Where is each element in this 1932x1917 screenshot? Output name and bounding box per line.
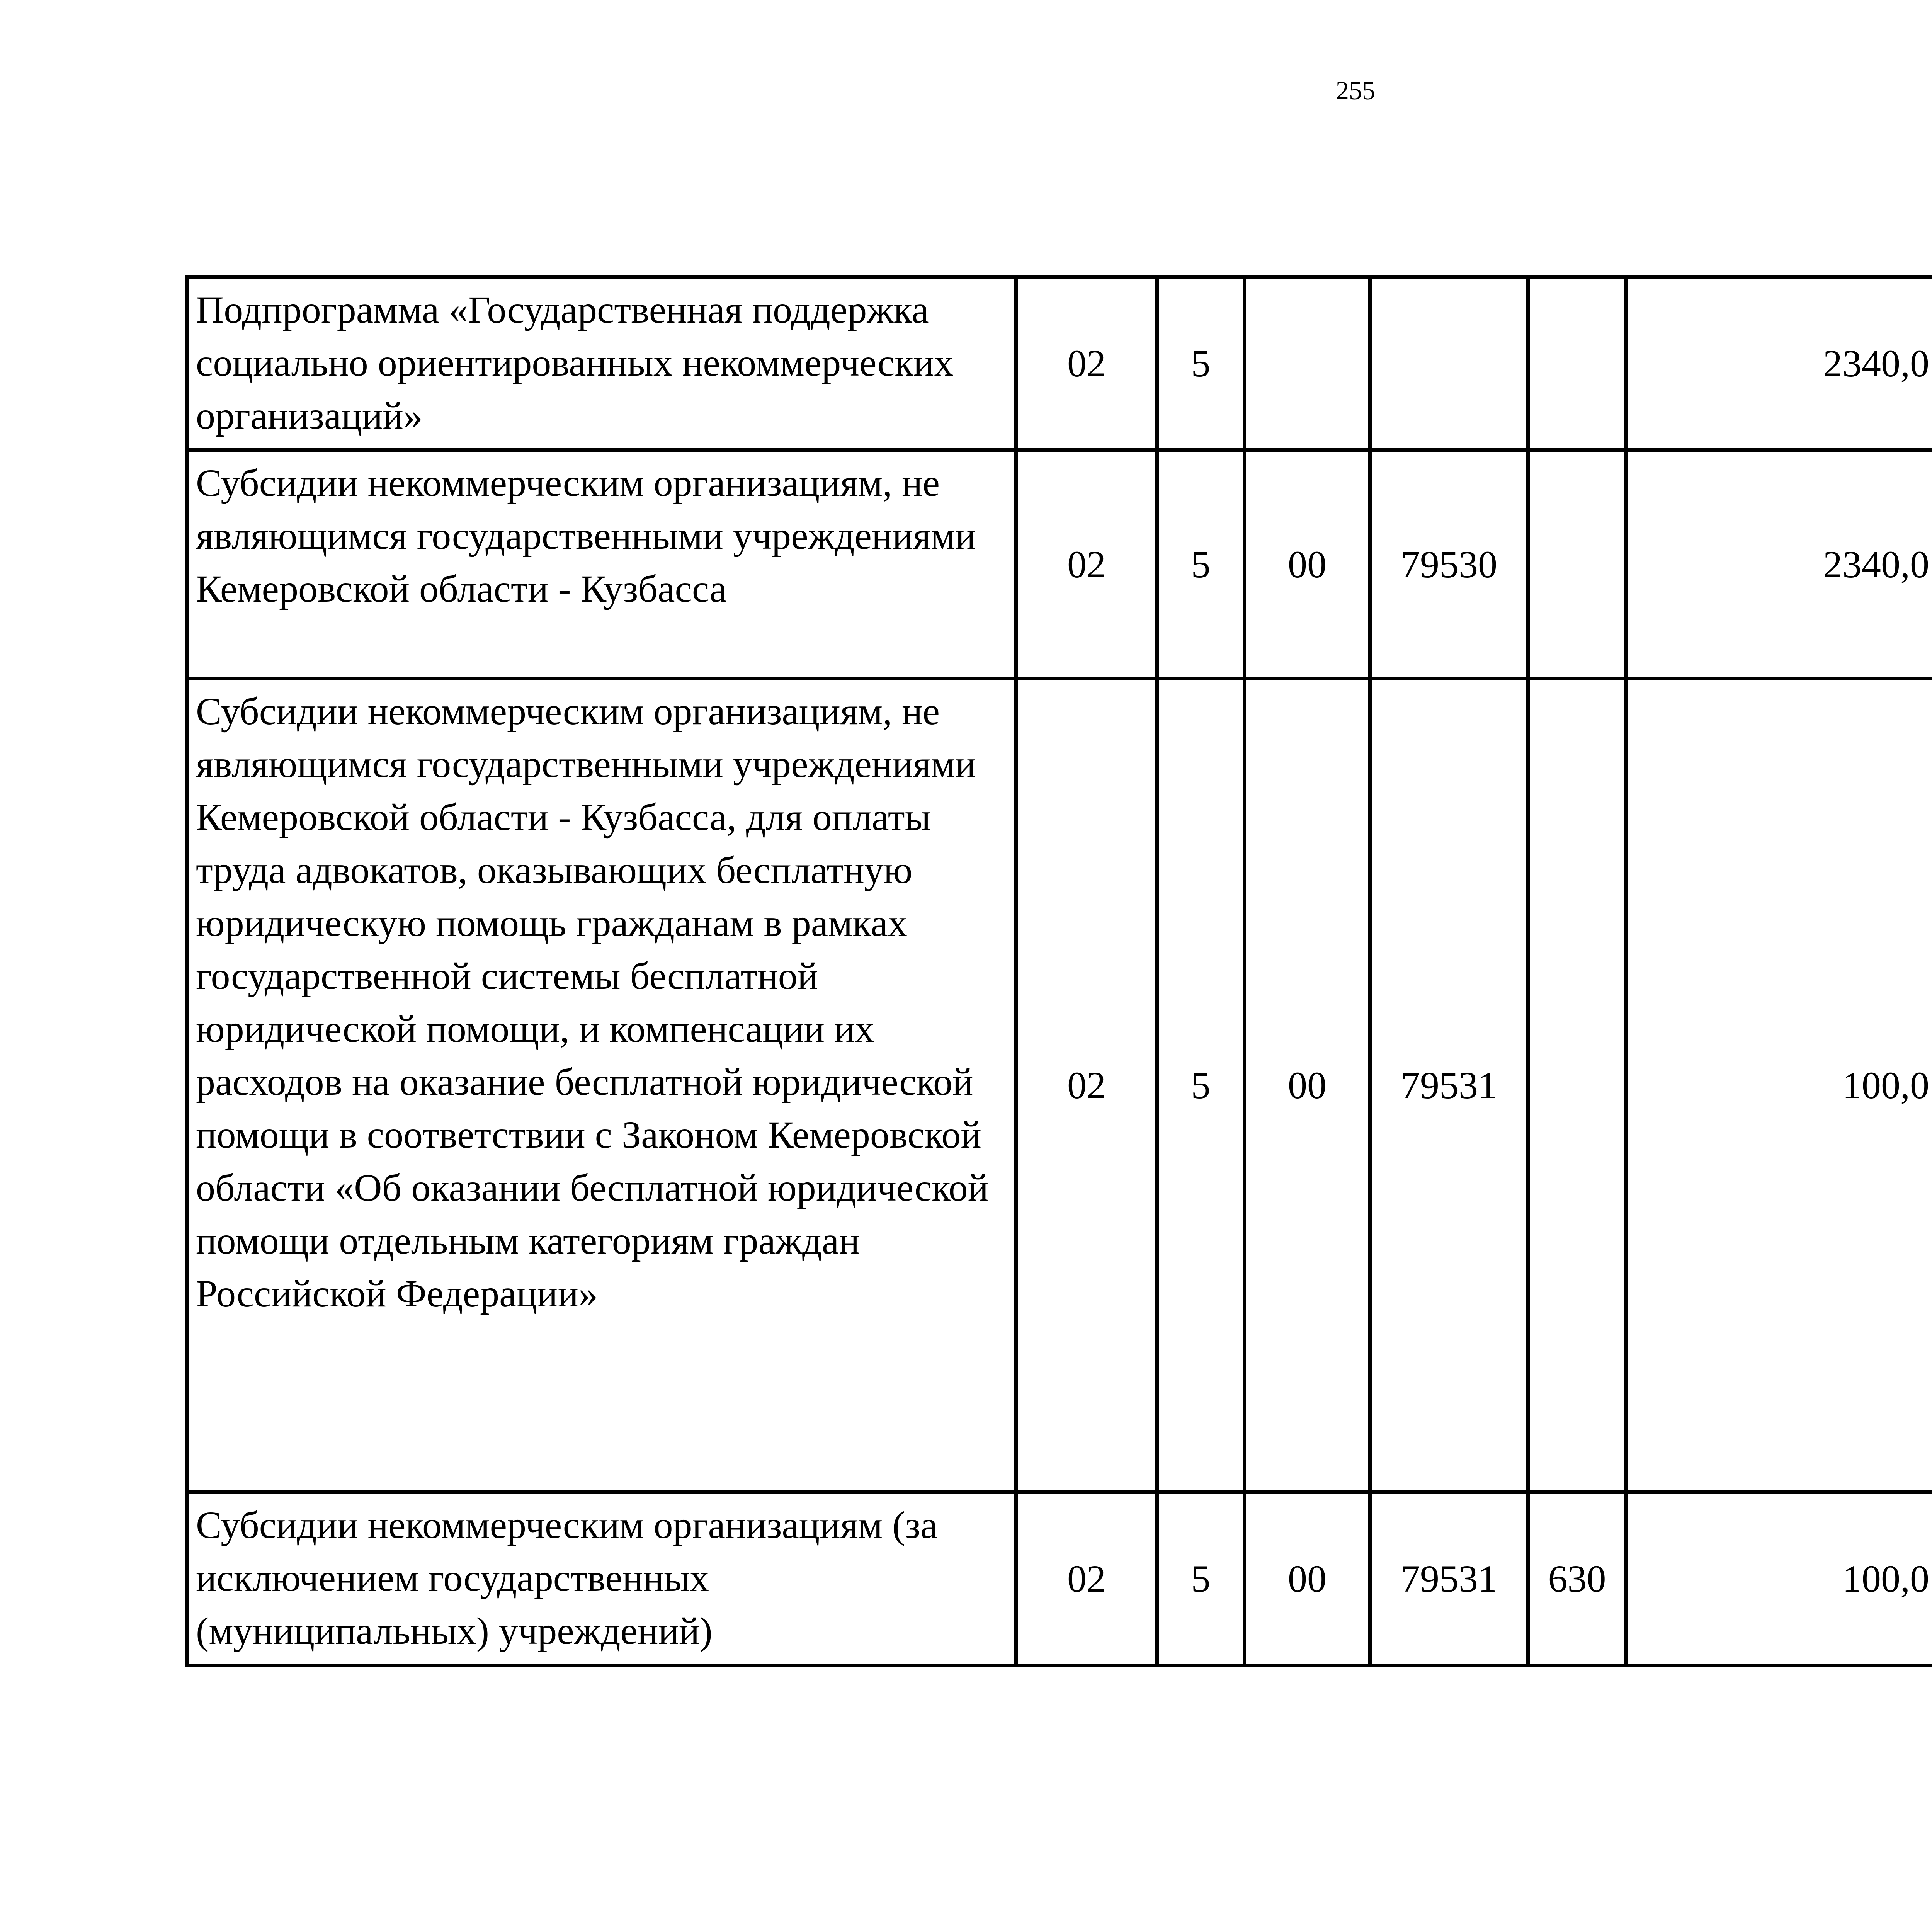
table-row (187, 1492, 1932, 1665)
section-code: 02 (1016, 679, 1157, 1492)
expense-type-code (1528, 450, 1626, 679)
direction-code: 79531 (1370, 679, 1528, 1492)
expense-type-code (1528, 277, 1626, 450)
expense-type-code: 630 (1528, 1492, 1626, 1665)
section-code: 02 (1016, 1492, 1157, 1665)
subprogram-code: 00 (1245, 450, 1370, 679)
page-number: 255 (1336, 76, 1375, 105)
subprogram-code (1245, 277, 1370, 450)
section-code: 02 (1016, 277, 1157, 450)
amount-year-1: 2340,0 (1626, 450, 1932, 679)
section-code: 02 (1016, 450, 1157, 679)
budget-table (185, 275, 1932, 1667)
amount-year-1: 100,0 (1626, 679, 1932, 1492)
amount-year-1: 2340,0 (1626, 277, 1932, 450)
table-row (187, 450, 1932, 679)
program-code: 5 (1157, 277, 1245, 450)
table-row (187, 679, 1932, 1492)
subprogram-code: 00 (1245, 679, 1370, 1492)
row-name: Субсидии некоммерческим организациям, не являющимся государственными учреждениями Кемеровской области - Кузбасса, для оплаты труда адвокатов, оказывающих бесплатную юридическую помощь гражданам в рамках государственной системы бесплатной юридической помощи, и компенсации их расходов на оказание бесплатной юридической помощи в соответствии с Законом Кемеровской области «Об оказании бесплатной юридической помощи отдельным категориям граждан Российской Федерации» (187, 679, 1016, 1492)
direction-code: 79530 (1370, 450, 1528, 679)
program-code: 5 (1157, 1492, 1245, 1665)
program-code: 5 (1157, 679, 1245, 1492)
row-name: Подпрограмма «Государственная поддержка социально ориентированных некоммерческих организаций» (187, 277, 1016, 450)
row-name: Субсидии некоммерческим организациям, не являющимся государственными учреждениями Кемеровской области - Кузбасса (187, 450, 1016, 679)
amount-year-1: 100,0 (1626, 1492, 1932, 1665)
expense-type-code (1528, 679, 1626, 1492)
subprogram-code: 00 (1245, 1492, 1370, 1665)
direction-code (1370, 277, 1528, 450)
direction-code: 79531 (1370, 1492, 1528, 1665)
row-name: Субсидии некоммерческим организациям (за исключением государственных (муниципальных) учреждений) (187, 1492, 1016, 1665)
program-code: 5 (1157, 450, 1245, 679)
table-row (187, 277, 1932, 450)
